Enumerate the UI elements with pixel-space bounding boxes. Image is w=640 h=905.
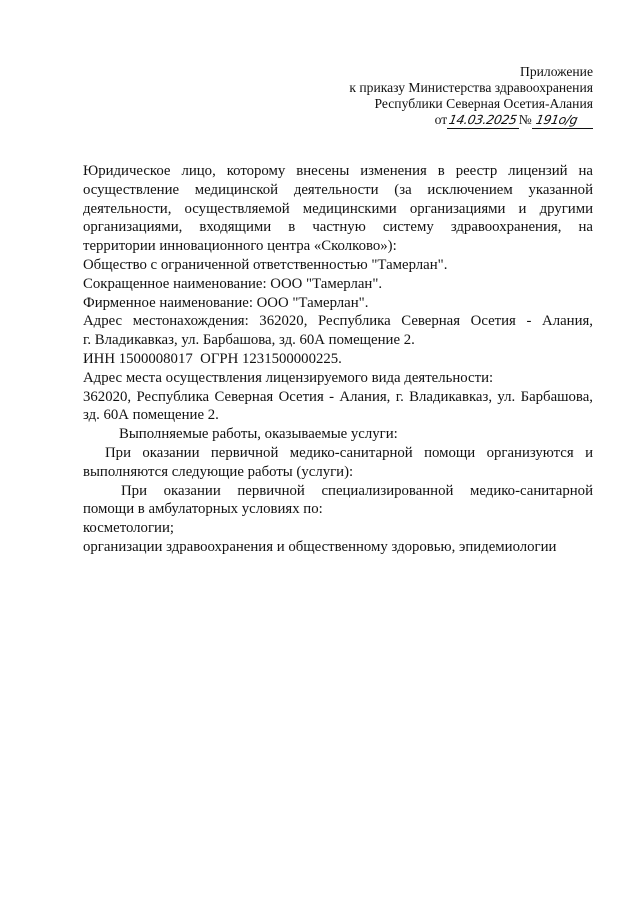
primary-care-line: При оказании первичной медико-санитарной помощи организуются и bbox=[105, 444, 593, 461]
order-date-number-line bbox=[293, 112, 593, 129]
from-prefix: от bbox=[434, 112, 448, 127]
intro-paragraph bbox=[83, 162, 593, 256]
short-name: Сокращенное наименование: ООО "Тамерлан". bbox=[83, 275, 383, 292]
specialized-care-line: помощи в амбулаторных условиях по: bbox=[83, 501, 323, 518]
activity-address-line: зд. 60А помещение 2. bbox=[83, 407, 219, 424]
intro-line: территории инновационного центра «Сколково»): bbox=[83, 238, 397, 255]
service-item: организации здравоохранения и общественному здоровью, эпидемиологии bbox=[83, 538, 557, 555]
number-prefix: № bbox=[518, 112, 532, 127]
primary-care-line: выполняются следующие работы (услуги): bbox=[83, 463, 354, 480]
appendix-header bbox=[293, 64, 593, 129]
specialized-care-line: При оказании первичной специализированной медико-санитарной bbox=[121, 482, 593, 499]
specialized-care-paragraph bbox=[83, 482, 593, 520]
republic-line: Республики Северная Осетия-Алания bbox=[374, 96, 593, 111]
legal-address-line: г. Владикавказ, ул. Барбашова, зд. 60А помещение 2. bbox=[83, 332, 415, 349]
order-ref-line: к приказу Министерства здравоохранения bbox=[349, 80, 593, 95]
intro-line: деятельности, осуществляемой медицинскими организациями и другими bbox=[83, 200, 593, 217]
activity-address-label: Адрес места осуществления лицензируемого вида деятельности: bbox=[83, 369, 494, 386]
legal-address-line: Адрес местонахождения: 362020, Республика Северная Осетия - Алания, bbox=[83, 313, 593, 330]
intro-line: Юридическое лицо, которому внесены изменения в реестр лицензий на bbox=[83, 163, 593, 179]
primary-care-paragraph bbox=[83, 444, 593, 482]
intro-line: осуществление медицинской деятельности (за исключением указанной bbox=[83, 181, 593, 198]
org-form: Общество с ограниченной ответственностью "Тамерлан". bbox=[83, 256, 448, 273]
inn-ogrn: ИНН 1500008017 ОГРН 1231500000225. bbox=[83, 350, 342, 367]
works-label: Выполняемые работы, оказываемые услуги: bbox=[119, 426, 398, 443]
order-date-handwritten: 14.03.2025 bbox=[447, 112, 519, 127]
activity-address-line: 362020, Республика Северная Осетия - Алания, г. Владикавказ, ул. Барбашова, bbox=[83, 388, 593, 405]
brand-name: Фирменное наименование: ООО "Тамерлан". bbox=[83, 294, 369, 311]
appendix-title: Приложение bbox=[520, 64, 593, 79]
document-body bbox=[83, 162, 593, 557]
activity-address bbox=[83, 388, 593, 426]
service-item: косметологии; bbox=[83, 520, 174, 537]
intro-line: организациями, входящими в частную систему здравоохранения, на bbox=[83, 219, 593, 236]
order-number-handwritten: 191о/g bbox=[532, 112, 593, 129]
legal-address bbox=[83, 312, 593, 350]
